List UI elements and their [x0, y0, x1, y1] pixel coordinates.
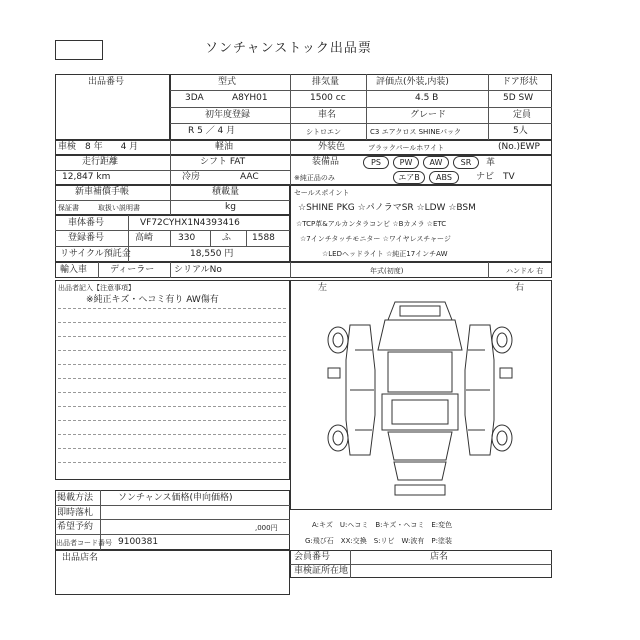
displacement-value: 1500 cc	[310, 93, 346, 103]
sales-point-label: セールスポイント	[294, 189, 350, 197]
sheet-title: ソンチャンストック出品票	[205, 41, 372, 56]
door-value: 5D SW	[503, 93, 534, 103]
notes-box	[55, 280, 290, 480]
equip-aw: AW	[423, 156, 449, 169]
reserve-label: 希望予約	[57, 522, 94, 532]
equip-leather: 革	[486, 158, 496, 168]
shift-value: シフト FAT	[200, 157, 246, 167]
reg-class: 330	[178, 233, 196, 243]
mileage-value: 12,847 km	[62, 172, 111, 182]
lot-number-label: 出品番号	[88, 77, 125, 87]
reg-city: 高崎	[135, 233, 154, 243]
mileage-label: 走行距離	[82, 157, 119, 167]
load-label: 積載量	[212, 187, 240, 197]
code-label: 出品者コード番号	[56, 539, 112, 547]
method-label: 掲載方法	[57, 493, 94, 503]
equipment-note: ※純正品のみ	[294, 174, 335, 182]
import-value: ディーラー	[110, 265, 155, 275]
manual-label: 取扱い説明書	[98, 204, 140, 212]
door-label: ドア形状	[502, 77, 538, 87]
first-reg-label: 初年度登録	[205, 110, 251, 120]
fuel-value: 軽油	[215, 142, 234, 152]
notes-label: 出品者記入【注意事項】	[58, 284, 135, 292]
color-number: (No.)EWP	[498, 142, 540, 152]
model-code: A8YH01	[232, 93, 268, 103]
year-label: 年式(初度)	[370, 267, 404, 275]
grade-label: グレード	[410, 110, 447, 120]
grade-value: C3 エアクロス SHINEパック	[370, 128, 462, 136]
reg-kana: ふ	[222, 233, 232, 243]
inspection-value: 車検 8 年 4 月	[58, 142, 139, 152]
car-name-value: シトロエン	[306, 128, 341, 136]
legend-line-1: A:キズ U:ヘコミ B:キズ・ヘコミ E:変色	[312, 521, 453, 529]
color-value: ブラックパールホワイト	[368, 144, 445, 152]
equipment-label: 装備品	[312, 157, 340, 167]
reg-label: 登録番号	[68, 233, 105, 243]
vin-value: VF72CYHX1N4393416	[140, 218, 240, 228]
car-name-label: 車名	[318, 110, 337, 120]
recycle-value: 18,550 円	[190, 249, 234, 259]
first-reg-value: R 5 ／ 4 月	[188, 126, 236, 136]
equip-sr: SR	[453, 156, 479, 169]
import-label: 輸入車	[60, 265, 88, 275]
diagram-left-label: 左	[318, 283, 328, 293]
legend-line-2: G:飛び石 XX:交換 S:リビ W:波有 P:塗装	[305, 537, 452, 545]
equip-navi-tv: ナビ TV	[476, 172, 515, 182]
load-value: kg	[225, 202, 236, 212]
capacity-value: 5人	[513, 126, 528, 136]
eval-label: 評価点(外装,内装)	[376, 77, 449, 87]
store-name-label: 店名	[430, 552, 449, 562]
serial-label: シリアルNo	[174, 265, 222, 275]
ac-value: AAC	[240, 172, 259, 182]
displacement-label: 排気量	[312, 77, 340, 87]
guarantee-label: 保証書	[58, 204, 79, 212]
equip-pw: PW	[393, 156, 419, 169]
model-label: 型式	[218, 77, 237, 87]
handle-label: ハンドル 右	[506, 267, 544, 275]
equip-ps: PS	[363, 156, 389, 169]
sales-point-4: ☆LEDヘッドライト ☆純正17インチAW	[322, 250, 448, 258]
model-value: 3DA	[185, 93, 204, 103]
method-value: ソンチャンス価格(申向価格)	[118, 493, 233, 503]
sales-point-2: ☆TCP革&アルカンタラコンビ ☆Bカメラ ☆ETC	[296, 220, 447, 228]
equip-airbag: エアB	[393, 171, 425, 184]
notes-text: ※純正キズ・ヘコミ有り AW傷有	[86, 295, 219, 305]
stamp-box	[55, 40, 103, 60]
code-value: 9100381	[118, 537, 159, 547]
address-label: 車検証所在地	[294, 566, 349, 576]
reg-number: 1588	[252, 233, 275, 243]
equip-abs: ABS	[429, 171, 459, 184]
capacity-label: 定員	[513, 110, 532, 120]
member-label: 会員番号	[294, 552, 331, 562]
car-body-diagram	[300, 290, 540, 500]
ac-label: 冷房	[182, 172, 201, 182]
sales-point-1: ☆SHINE PKG ☆パノラマSR ☆LDW ☆BSM	[298, 203, 476, 213]
recycle-label: リサイクル預託金	[60, 249, 131, 259]
reserve-value: ,000円	[255, 524, 278, 532]
book-label: 新車補償手帳	[75, 187, 130, 197]
vin-label: 車体番号	[68, 218, 105, 228]
color-label: 外装色	[318, 142, 346, 152]
store-label: 出品店名	[62, 553, 99, 563]
diagram-right-label: 右	[515, 283, 525, 293]
instant-label: 即時落札	[57, 508, 94, 518]
eval-value: 4.5 B	[415, 93, 439, 103]
sales-point-3: ☆7インチタッチモニター ☆ワイヤレスチャージ	[300, 235, 451, 243]
